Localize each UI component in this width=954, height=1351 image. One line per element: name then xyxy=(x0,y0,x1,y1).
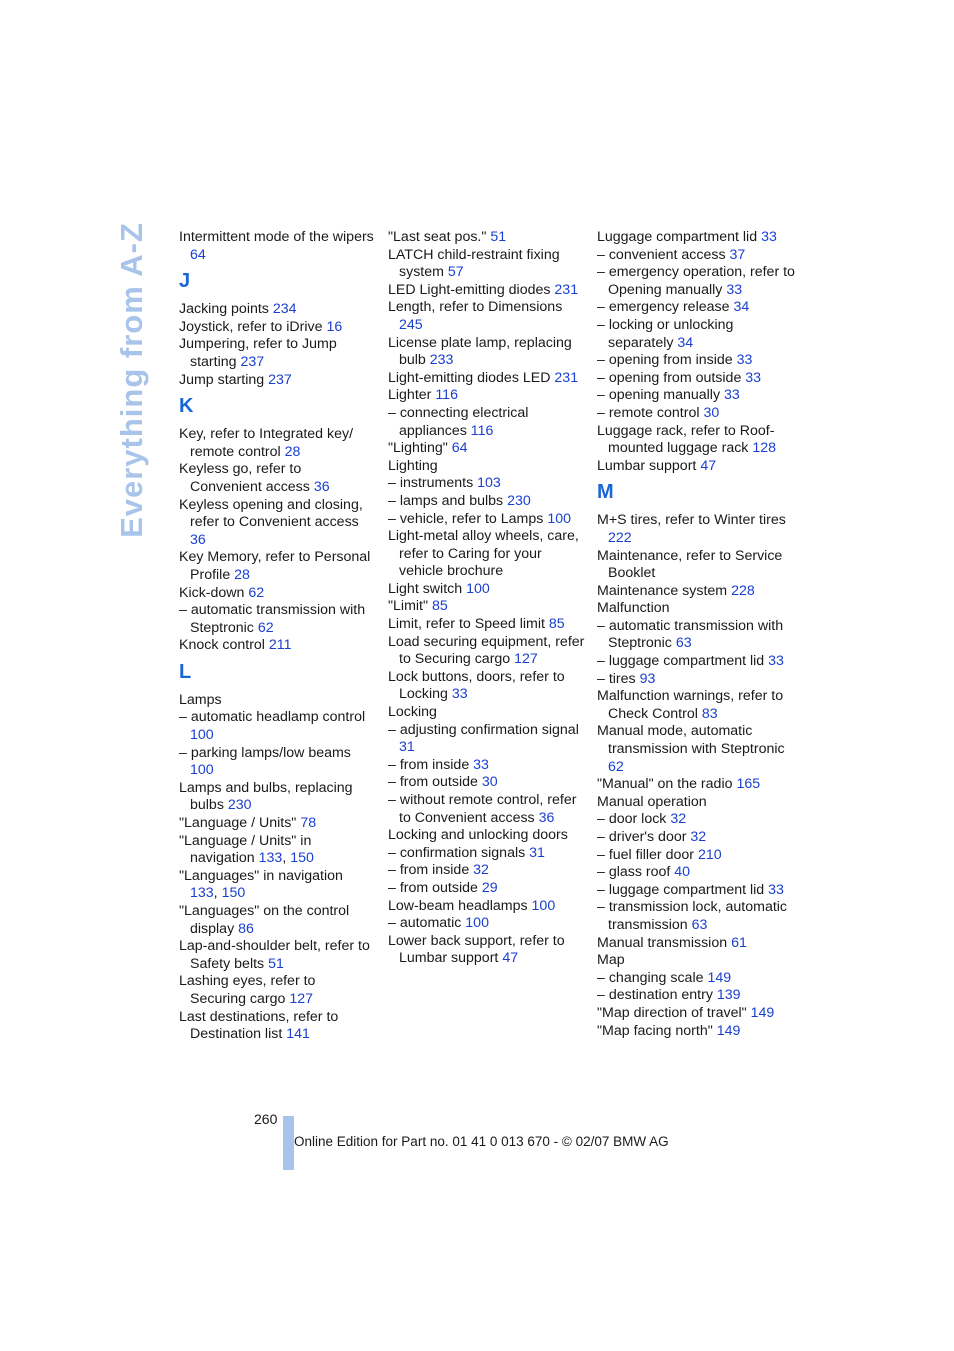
page-reference-link[interactable]: 103 xyxy=(477,475,501,492)
page-reference-link[interactable]: 36 xyxy=(313,478,330,495)
index-entry xyxy=(597,548,797,583)
index-entry xyxy=(388,440,588,458)
index-entry xyxy=(597,688,797,723)
index-entry xyxy=(179,549,374,584)
index-entry-text: – from inside xyxy=(388,756,470,773)
page-reference-link[interactable]: 149 xyxy=(716,1022,741,1039)
page-reference-link[interactable]: 33 xyxy=(768,881,784,898)
index-entry xyxy=(597,776,797,794)
index-entry xyxy=(597,317,797,352)
page-reference-link[interactable]: 231 xyxy=(554,281,579,298)
index-entry-text: Light-metal alloy wheels, care, refer to Caring for your vehicle brochure xyxy=(388,528,579,580)
page-reference-link[interactable]: 133 xyxy=(258,850,283,867)
index-entry xyxy=(597,352,797,370)
index-entry-text: Limit, refer to Speed limit xyxy=(388,616,545,633)
page-reference-link[interactable]: 51 xyxy=(490,229,507,245)
index-entry-text: Jump starting xyxy=(179,371,265,388)
index-entry-text: Maintenance system xyxy=(597,582,728,599)
index-entry-text: – opening from outside xyxy=(597,369,742,386)
index-entry-text: – luggage compartment lid xyxy=(597,881,765,898)
index-entry-text: "Languages" on the control display xyxy=(179,903,350,937)
index-entry-text: – from inside xyxy=(388,862,470,879)
index-entry xyxy=(597,882,797,900)
index-entry xyxy=(597,423,797,458)
index-entry-text: Jacking points xyxy=(179,301,269,318)
page-reference-link[interactable]: 63 xyxy=(675,635,692,652)
page-reference-link[interactable]: 116 xyxy=(435,387,458,404)
index-entry xyxy=(388,827,588,845)
page-reference-link[interactable]: 51 xyxy=(268,955,284,972)
index-entry-text: Keyless go, refer to Convenient access xyxy=(179,461,310,495)
index-entry-text: – automatic transmission with Steptronic xyxy=(597,617,784,652)
page-reference-link[interactable]: 63 xyxy=(691,916,708,933)
index-entry-text: – door lock xyxy=(597,811,667,828)
index-entry xyxy=(388,845,588,863)
index-entry-text: Last destinations, refer to Destination list xyxy=(179,1008,339,1043)
index-entry-text: Malfunction warnings, refer to Check Control xyxy=(597,688,784,722)
index-entry xyxy=(388,282,588,300)
page-reference-link[interactable]: 47 xyxy=(700,457,717,474)
index-entry xyxy=(388,792,588,827)
index-entry xyxy=(179,301,374,319)
page-reference-link[interactable]: 31 xyxy=(399,739,415,756)
index-entry: "Language / Units" in navigation 133, 150 xyxy=(179,832,314,867)
page-reference-link[interactable]: 34 xyxy=(677,334,694,351)
index-entry xyxy=(179,336,374,371)
page-reference-link[interactable]: 165 xyxy=(736,776,761,793)
page-reference-link[interactable]: 78 xyxy=(300,815,317,832)
index-entry xyxy=(388,405,588,440)
index-entry-text: – opening from inside xyxy=(597,352,733,369)
index-entry xyxy=(179,319,374,337)
index-entry-text: – vehicle, refer to Lamps xyxy=(388,510,544,527)
index-entry-text: Lamps and bulbs, replacing bulbs xyxy=(179,779,353,814)
side-section-title xyxy=(103,222,161,538)
index-entry-text: Knock control xyxy=(179,637,265,654)
index-letter-heading: L xyxy=(179,660,192,683)
index-entry xyxy=(388,370,588,388)
index-entry xyxy=(388,299,588,334)
index-entry xyxy=(179,780,374,815)
page-reference-link[interactable]: 32 xyxy=(670,811,687,828)
page-reference-link[interactable]: 237 xyxy=(240,353,265,370)
page-reference-link[interactable]: 100 xyxy=(466,580,490,597)
index-entry-text: Joystick, refer to iDrive xyxy=(179,318,323,335)
index-entry xyxy=(388,880,588,898)
index-entry xyxy=(597,864,797,882)
index-entry-text: Manual operation xyxy=(597,793,707,810)
index-entry-text: Lighting xyxy=(388,457,438,474)
index-letter-heading: J xyxy=(179,270,191,293)
index-entry-text: – adjusting confirmation signal xyxy=(388,721,579,738)
page-reference-link[interactable]: 150 xyxy=(221,885,246,902)
page-reference-link[interactable]: 149 xyxy=(707,969,732,986)
page-reference-link[interactable]: 33 xyxy=(768,653,784,670)
page-reference-link[interactable]: 139 xyxy=(716,987,741,1004)
index-entry xyxy=(597,618,797,653)
page-reference-link[interactable]: 150 xyxy=(290,850,314,867)
index-entry xyxy=(597,970,797,988)
index-entry-text: Light switch xyxy=(388,580,463,597)
page-reference-link[interactable]: 33 xyxy=(726,281,743,298)
index-entry xyxy=(597,247,797,265)
index-entry-text: – locking or unlocking separately xyxy=(597,316,734,351)
page-reference-link[interactable]: 36 xyxy=(190,531,206,548)
page-reference-link[interactable]: 37 xyxy=(729,246,746,263)
page-reference-link[interactable]: 230 xyxy=(227,797,252,814)
index-entry-text: – glass roof xyxy=(597,864,671,881)
index-entry-text: – convenient access xyxy=(597,246,726,263)
index-entry-text: "Languages" in navigation xyxy=(179,867,343,884)
index-letter-heading: K xyxy=(179,395,194,418)
index-entry-text: – emergency operation, refer to Opening manually xyxy=(597,264,795,298)
page-reference-link[interactable]: 28 xyxy=(284,443,301,460)
index-entry-text: Lamps xyxy=(179,691,222,708)
page-reference-link[interactable]: 128 xyxy=(752,440,777,457)
index-entry xyxy=(388,933,588,968)
index-column-3 xyxy=(597,229,797,1040)
index-entry-text: – fuel filler door xyxy=(597,846,694,863)
index-entry-text: – automatic transmission with Steptronic xyxy=(179,602,366,636)
index-entry xyxy=(388,598,588,616)
index-entry-text: – remote control xyxy=(597,404,700,421)
page-reference-link[interactable]: 64 xyxy=(451,440,468,457)
index-entry-text: Luggage compartment lid xyxy=(597,229,758,245)
page-reference-link[interactable]: 127 xyxy=(289,990,314,1007)
index-entry-text: "Lighting" xyxy=(388,440,448,457)
page-reference-link[interactable]: 83 xyxy=(701,705,718,722)
index-entry-text: – automatic headlamp control xyxy=(179,709,366,726)
index-entry xyxy=(388,862,588,880)
page-reference-link[interactable]: 231 xyxy=(554,369,579,386)
page-reference-link[interactable]: 228 xyxy=(731,582,755,599)
footer-accent-bar xyxy=(283,1116,294,1170)
index-entry xyxy=(388,669,588,704)
index-entry-text: "Manual" on the radio xyxy=(597,776,733,793)
index-entry-text: Light-emitting diodes LED xyxy=(388,369,551,386)
index-entry-text: Intermittent mode of the wipers xyxy=(179,229,374,245)
page-reference-link[interactable]: 141 xyxy=(286,1026,310,1043)
index-column-1 xyxy=(179,229,374,1044)
index-entry-text: Lumbar support xyxy=(597,457,697,474)
index-entry xyxy=(597,512,797,547)
index-entry xyxy=(179,903,374,938)
page-reference-link[interactable]: 31 xyxy=(529,844,545,861)
page-reference-link[interactable]: 16 xyxy=(326,318,343,335)
index-entry-text: Key, refer to Integrated key/ remote control xyxy=(179,426,354,460)
page-reference-link[interactable]: 61 xyxy=(731,934,747,951)
page-reference-link[interactable]: 245 xyxy=(399,316,423,333)
index-entry xyxy=(179,426,374,461)
index-entry xyxy=(388,475,588,493)
index-entry xyxy=(388,774,588,792)
index-entry xyxy=(597,229,797,247)
page-reference-link[interactable]: 30 xyxy=(703,404,720,421)
index-entry xyxy=(388,581,588,599)
index-entry-text: Low-beam headlamps xyxy=(388,897,528,914)
index-entry-text: – changing scale xyxy=(597,969,704,986)
index-entry xyxy=(388,722,588,757)
index-entry-text: "Language / Units" in navigation xyxy=(179,832,312,867)
page-reference-link[interactable]: 85 xyxy=(548,616,565,633)
index-entry-text: Malfunction xyxy=(597,600,670,617)
page-reference-link[interactable]: 62 xyxy=(248,584,265,601)
page-reference-link[interactable]: 28 xyxy=(234,566,250,583)
page-reference-link[interactable]: 230 xyxy=(507,492,531,509)
index-entry xyxy=(388,898,588,916)
page-reference-link[interactable]: 34 xyxy=(733,299,750,316)
index-entry-text: Lock buttons, doors, refer to Locking xyxy=(388,668,565,703)
index-entry xyxy=(388,229,588,247)
page-reference-link[interactable]: 86 xyxy=(238,920,254,937)
index-entry xyxy=(597,1023,797,1041)
index-entry xyxy=(597,653,797,671)
footer-edition-note: Online Edition for Part no. 01 41 0 013 670 - © 02/07 BMW AG xyxy=(294,1134,669,1149)
index-entry xyxy=(597,370,797,388)
index-entry-text: M+S tires, refer to Winter tires xyxy=(597,512,786,529)
page-reference-link[interactable]: 100 xyxy=(547,510,571,527)
index-entry-text: Map xyxy=(597,952,625,969)
index-entry-text: License plate lamp, replacing bulb xyxy=(388,334,572,369)
index-entry-text: "Last seat pos." xyxy=(388,229,487,245)
index-entry xyxy=(388,458,588,476)
side-title-text: Everything from A-Z xyxy=(114,222,150,538)
page-reference-link[interactable]: 40 xyxy=(674,864,691,881)
index-entry xyxy=(597,899,797,934)
page-reference-link[interactable]: 33 xyxy=(736,352,753,369)
index-entry xyxy=(597,264,797,299)
page-reference-link[interactable]: 47 xyxy=(502,950,519,967)
page-reference-link[interactable]: 210 xyxy=(697,846,722,863)
page-reference-link[interactable]: 149 xyxy=(750,1004,775,1021)
index-entry-text: – luggage compartment lid xyxy=(597,653,765,670)
page-reference-link[interactable]: 64 xyxy=(190,246,206,263)
index-entry xyxy=(179,372,374,390)
index-entry-text: – tires xyxy=(597,670,636,687)
page-reference-link[interactable]: 30 xyxy=(481,774,498,791)
index-entry-text: Lashing eyes, refer to Securing cargo xyxy=(179,973,316,1007)
index-entry-text: Locking xyxy=(388,704,437,721)
page-reference-link[interactable]: 233 xyxy=(429,352,454,369)
index-entry xyxy=(179,229,374,264)
page-reference-link[interactable]: 32 xyxy=(690,829,707,845)
index-entry xyxy=(597,723,797,776)
index-entry xyxy=(179,461,374,496)
page-reference-link[interactable]: 85 xyxy=(431,598,448,615)
index-entry-text: LED Light-emitting diodes xyxy=(388,281,551,298)
index-entry-text: – destination entry xyxy=(597,987,713,1004)
index-entry xyxy=(388,915,588,933)
index-entry xyxy=(597,1005,797,1023)
index-entry-text: – confirmation signals xyxy=(388,844,526,861)
index-entry xyxy=(388,616,588,634)
page-reference-link[interactable]: 33 xyxy=(473,756,489,773)
index-entry xyxy=(388,387,588,405)
index-entry xyxy=(388,247,588,282)
index-entry xyxy=(597,952,797,970)
index-entry-text: Jumpering, refer to Jump starting xyxy=(179,336,337,370)
page-number: 260 xyxy=(254,1111,278,1127)
index-entry xyxy=(597,829,797,847)
index-entry xyxy=(179,709,374,744)
index-entry-text: Manual transmission xyxy=(597,934,728,951)
index-entry xyxy=(597,458,797,476)
page-reference-link[interactable]: 62 xyxy=(608,758,624,775)
index-entry xyxy=(597,600,797,618)
index-entry xyxy=(388,493,588,511)
page-reference-link[interactable]: 100 xyxy=(190,727,214,744)
index-entry-text: – transmission lock, automatic transmission xyxy=(597,899,788,933)
index-entry xyxy=(179,637,374,655)
index-entry-text: Luggage rack, refer to Roof-mounted luggage rack xyxy=(597,422,775,457)
page-reference-link[interactable]: 62 xyxy=(257,619,274,636)
index-entry xyxy=(597,935,797,953)
index-entry-text: – from outside xyxy=(388,879,478,896)
page-reference-link[interactable]: 29 xyxy=(481,879,498,896)
index-entry xyxy=(388,757,588,775)
index-entry xyxy=(179,938,374,973)
page-reference-link[interactable]: 237 xyxy=(268,371,292,388)
index-entry-text: – parking lamps/low beams xyxy=(179,744,351,761)
page-reference-link[interactable]: 33 xyxy=(724,387,740,404)
page-reference-link[interactable]: 33 xyxy=(745,369,762,386)
index-entry xyxy=(388,528,588,581)
page-reference-link[interactable]: 127 xyxy=(514,651,538,668)
index-entry xyxy=(179,602,374,637)
page-reference-link[interactable]: 116 xyxy=(470,422,494,439)
index-entry xyxy=(597,811,797,829)
index-entry xyxy=(179,692,374,710)
index-entry xyxy=(179,585,374,603)
index-entry-text: LATCH child-restraint fixing system xyxy=(388,246,560,281)
index-entry-text: Manual mode, automatic transmission with Steptronic xyxy=(597,723,785,758)
index-entry-text: – emergency release xyxy=(597,299,730,316)
index-entry xyxy=(597,987,797,1005)
index-entry xyxy=(179,497,374,550)
index-entry-text: Kick-down xyxy=(179,584,245,601)
page-reference-link[interactable]: 93 xyxy=(639,670,656,687)
index-entry-text: "Map direction of travel" xyxy=(597,1004,747,1021)
index-entry xyxy=(597,583,797,601)
index-entry xyxy=(179,1009,374,1044)
page-reference-link[interactable]: 57 xyxy=(447,264,464,281)
index-entry-text: – opening manually xyxy=(597,387,721,404)
index-entry-text: Maintenance, refer to Service Booklet xyxy=(597,547,783,582)
index-entry-text: "Language / Units" xyxy=(179,815,297,832)
page-reference-link[interactable]: 100 xyxy=(531,897,556,914)
index-entry-text: – instruments xyxy=(388,475,474,492)
index-entry xyxy=(597,387,797,405)
page-reference-link[interactable]: 234 xyxy=(272,301,297,318)
index-entry-text: Key Memory, refer to Personal Profile xyxy=(179,549,371,583)
page-reference-link[interactable]: 133 xyxy=(190,885,214,902)
index-entry xyxy=(388,335,588,370)
index-entry xyxy=(179,745,374,780)
page-reference-link[interactable]: 32 xyxy=(473,862,489,879)
index-entry-text: Load securing equipment, refer to Securing cargo xyxy=(388,633,585,668)
index-entry-text: – driver's door xyxy=(597,829,687,845)
page-reference-link[interactable]: 100 xyxy=(190,762,214,779)
index-entry-text: – without remote control, refer to Convenient access xyxy=(388,792,577,826)
index-entry xyxy=(388,511,588,529)
index-entry-text: "Limit" xyxy=(388,598,429,615)
page-reference-link[interactable]: 36 xyxy=(538,809,555,826)
index-entry-text: – automatic xyxy=(388,915,462,932)
index-entry: "Languages" in navigation 133, 150 xyxy=(179,867,343,902)
page-reference-link[interactable]: 222 xyxy=(608,529,632,546)
index-entry-text: "Map facing north" xyxy=(597,1022,713,1039)
index-entry xyxy=(388,704,588,722)
index-entry-text: – connecting electrical appliances xyxy=(388,404,529,439)
index-entry-text: – lamps and bulbs xyxy=(388,492,504,509)
page-reference-link[interactable]: 100 xyxy=(465,915,489,932)
index-entry xyxy=(179,815,374,833)
index-entry-text: Length, refer to Dimensions xyxy=(388,299,563,316)
index-entry xyxy=(597,794,797,812)
index-column-2 xyxy=(388,229,588,968)
index-entry xyxy=(597,405,797,423)
index-entry xyxy=(388,634,588,669)
index-entry-text: Locking and unlocking doors xyxy=(388,827,568,844)
page-reference-link[interactable]: 33 xyxy=(761,229,777,245)
page-reference-link[interactable]: 211 xyxy=(268,637,292,654)
index-entry xyxy=(597,847,797,865)
index-entry-text: Lap-and-shoulder belt, refer to Safety belts xyxy=(179,938,370,972)
index-letter-heading: M xyxy=(597,481,614,504)
page-reference-link[interactable]: 33 xyxy=(451,686,468,703)
index-entry xyxy=(597,299,797,317)
index-entry xyxy=(179,973,374,1008)
index-entry-text: Lighter xyxy=(388,387,432,404)
index-entry xyxy=(597,671,797,689)
index-entry-text: Lower back support, refer to Lumbar support xyxy=(388,932,565,967)
index-entry-text: – from outside xyxy=(388,774,478,791)
index-entry-text: Keyless opening and closing, refer to Convenient access xyxy=(179,496,363,531)
